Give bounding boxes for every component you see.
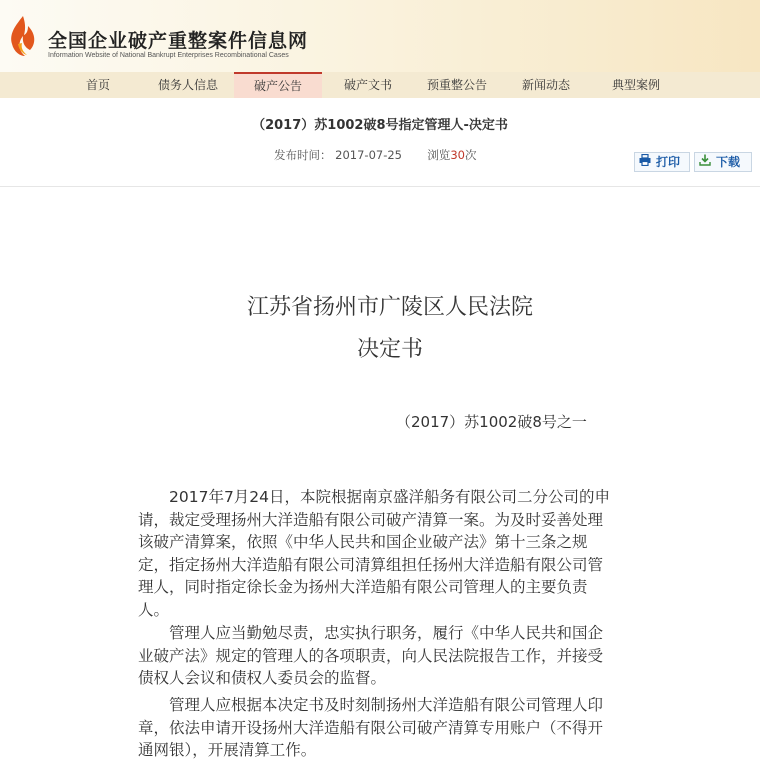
nav-item-typical-cases[interactable]: 典型案例 — [611, 78, 660, 92]
views-label: 浏览 — [427, 148, 451, 162]
site-title: 全国企业破产重整案件信息网 — [48, 30, 309, 52]
main-nav — [0, 72, 760, 99]
case-number: （2017）苏1002破8号之一 — [396, 413, 587, 431]
document-paragraph-3: 管理人应根据本决定书及时刻制扬州大洋造船有限公司管理人印章，依法申请开设扬州大洋造船有限公司破产清算专用账户（不得开通网银），开展清算工作。 — [138, 696, 604, 759]
download-label: 下载 — [716, 155, 741, 169]
nav-item-pre-reorganization-notice[interactable]: 预重整公告 — [426, 78, 487, 92]
nav-item-bankruptcy-documents[interactable]: 破产文书 — [343, 78, 392, 92]
article-title: （2017）苏1002破8号指定管理人-决定书 — [252, 118, 508, 133]
document-paragraph-1: 2017年7月24日，本院根据南京盛洋船务有限公司二分公司的申请，裁定受理扬州大洋造船有限公司破产清算一案。为及时妥善处理该破产清算案，依照《中华人民共和国企业破产法》第十三条之规定，指定扬州大洋造船有限公司清算组担任扬州大洋造船有限公司管理人，同时指定徐长金为扬州大洋造船有限公司管理人的主要负责人。 — [138, 488, 611, 619]
nav-item-news[interactable]: 新闻动态 — [521, 78, 570, 92]
download-icon — [698, 153, 712, 171]
views-unit: 次 — [464, 148, 477, 162]
publish-date: 2017-07-25 — [335, 148, 402, 162]
publish-label: 发布时间： — [274, 148, 332, 162]
document-paragraph-2: 管理人应当勤勉尽责，忠实执行职务，履行《中华人民共和国企业破产法》规定的管理人的各项职责，向人民法院报告工作，并接受债权人会议和债权人委员会的监督。 — [138, 624, 604, 687]
site-header — [0, 0, 760, 72]
download-button[interactable] — [694, 152, 752, 172]
court-name: 江苏省扬州市广陵区人民法院 — [246, 295, 533, 320]
nav-item-home[interactable]: 首页 — [85, 78, 110, 92]
site-subtitle: Information Website of National Bankrupt Enterprises Recombinational Cases — [48, 52, 289, 59]
nav-item-debtor-info[interactable]: 债务人信息 — [157, 78, 218, 92]
print-label: 打印 — [656, 155, 681, 169]
article-meta — [274, 147, 476, 163]
article-header — [0, 98, 760, 187]
flame-logo-icon[interactable] — [6, 14, 40, 58]
views-count: 30 — [450, 148, 465, 162]
printer-icon — [638, 153, 652, 171]
document-type: 决定书 — [356, 337, 423, 362]
nav-item-bankruptcy-notice[interactable]: 破产公告 — [234, 72, 322, 98]
print-button[interactable] — [634, 152, 690, 172]
